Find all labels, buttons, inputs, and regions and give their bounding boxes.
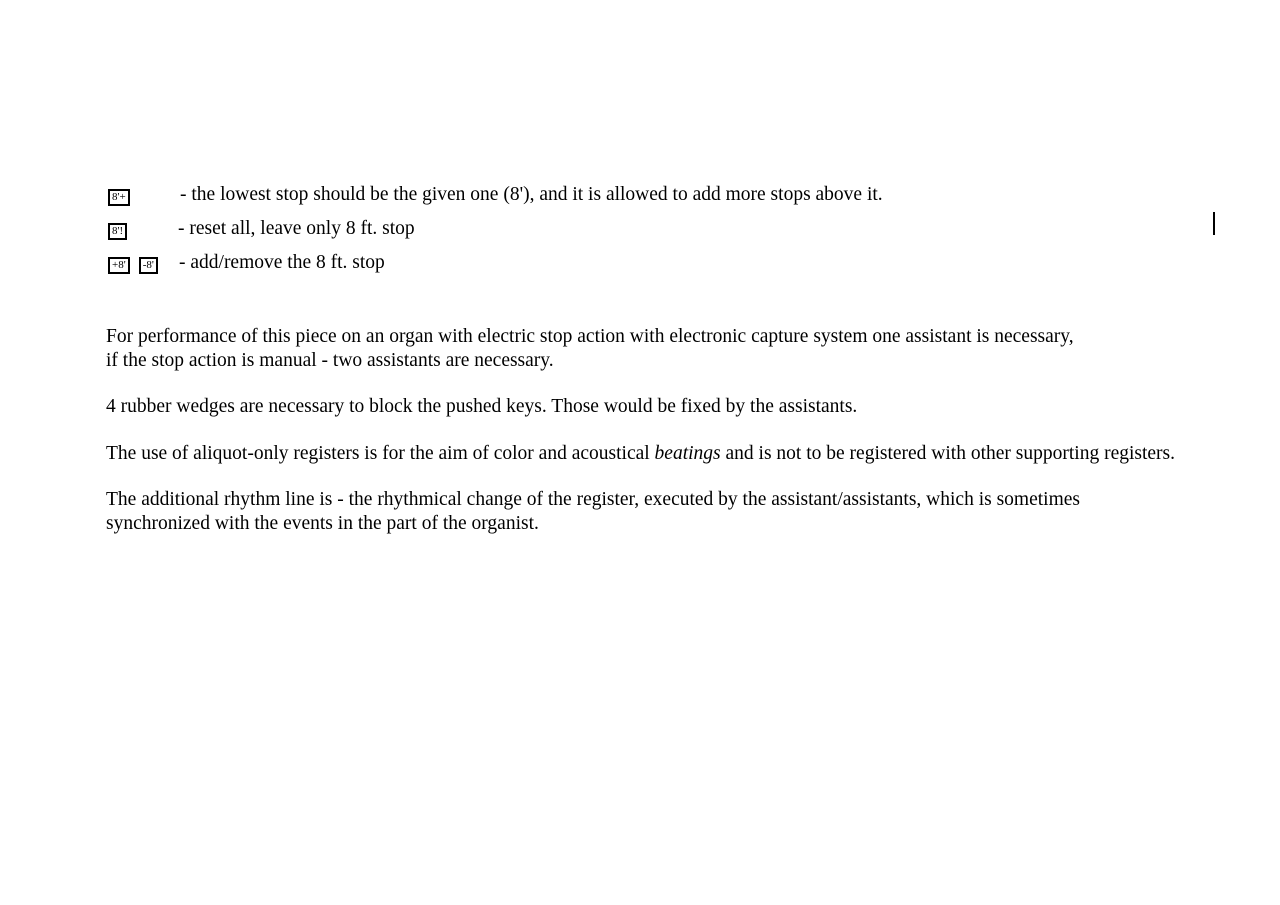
legend-text-add-above: - the lowest stop should be the given one (8'), and it is allowed to add more stops above it. — [180, 184, 883, 205]
paragraph-aliquot — [106, 442, 1175, 466]
paragraph-rhythm-line — [106, 488, 1080, 535]
stop-symbol-minus-8: -8' — [139, 257, 158, 274]
paragraph-aliquot-start: The use of aliquot-only registers is for the aim of color and acoustical — [106, 443, 655, 464]
paragraph-wedges: 4 rubber wedges are necessary to block the pushed keys. Those would be fixed by the assistants. — [106, 396, 858, 417]
legend-text-add-remove: - add/remove the 8 ft. stop — [179, 252, 385, 273]
stop-symbol-plus-8: +8' — [108, 257, 130, 274]
text-cursor-mark — [1213, 212, 1215, 235]
paragraph-assistants — [106, 325, 1074, 372]
legend-row-add-remove — [108, 253, 158, 277]
stop-symbol-8-plus: 8'+ — [108, 189, 130, 206]
paragraph-rhythm-line2: synchronized with the events in the part of the organist. — [106, 512, 539, 534]
paragraph-aliquot-end: and is not to be registered with other supporting registers. — [720, 443, 1176, 464]
paragraph-rhythm-line1: The additional rhythm line is - the rhythmical change of the register, executed by the assistant/assistants, which is sometimes — [106, 489, 1080, 510]
paragraph-assistants-line1: For performance of this piece on an organ with electric stop action with electronic capture system one assistant is necessary, — [106, 326, 1074, 347]
stop-symbol-8-reset: 8'! — [108, 223, 127, 240]
legend-text-reset: - reset all, leave only 8 ft. stop — [178, 218, 415, 239]
legend-row-add-above — [108, 185, 130, 209]
legend-row-reset — [108, 219, 127, 243]
paragraph-assistants-line2: if the stop action is manual - two assistants are necessary. — [106, 349, 554, 371]
paragraph-aliquot-italic: beatings — [654, 443, 721, 464]
